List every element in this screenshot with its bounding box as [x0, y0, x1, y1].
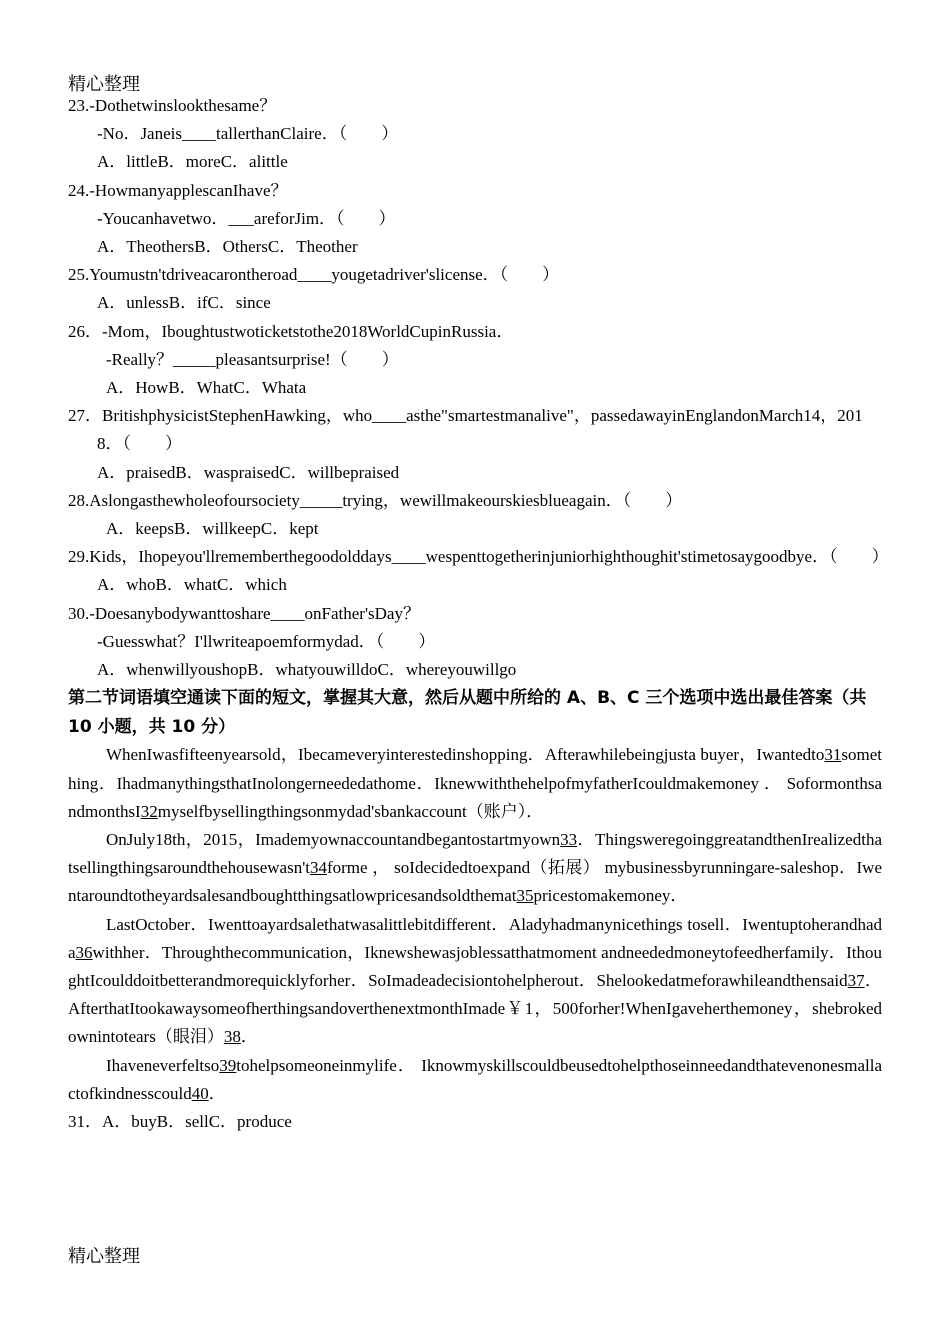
passage-paragraph-4: [68, 1052, 882, 1108]
passage-text: ．: [208, 1083, 226, 1103]
question-26: 26．-Mom，Iboughtustwoticketstothe2018WorldCupinRussia．: [68, 321, 514, 341]
blank-34: 34: [309, 858, 327, 878]
question-27-options: A．praisedB．waspraisedC．willbepraised: [97, 462, 400, 482]
question-23: 23.-Dothetwinslookthesame？: [68, 96, 277, 115]
passage-text: LastOctober．Iwenttoayardsalethatwasalittlebitdifferent．Aladyhadmanynicethings tosell．Iwentuptoherandhada: [68, 914, 882, 962]
passage-text: WhenIwasfifteenyearsold，Ibecameveryinterestedinshopping．Afterawhilebeingjusta buyer，Iwantedto: [106, 745, 825, 765]
passage-text: OnJuly18th，2015，Imademyownaccountandbegantostartmyown: [106, 830, 561, 850]
passage-paragraph-3: [68, 911, 882, 1052]
blank-40: 40: [191, 1083, 209, 1103]
question-30-dialog: -Guesswhat？I'llwriteapoemformydad．（ ）: [97, 631, 436, 651]
question-27: 27．BritishphysicistStephenHawking，who____asthe"smartestmanalive"，passedawayinEnglandonMarch14，2018．（ ）: [68, 406, 863, 454]
blank-35: 35: [516, 886, 534, 906]
passage-text: ．: [240, 1027, 258, 1047]
passage-text: Ihaveneverfeltso: [106, 1055, 220, 1075]
blank-32: 32: [140, 801, 158, 821]
question-24-options: A．TheothersB．OthersC．Theother: [97, 237, 358, 257]
question-29-options: A．whoB．whatC．which: [97, 575, 287, 595]
question-25-options: A．unlessB．ifC．since: [97, 293, 271, 313]
passage-text: ．ThingsweregoinggreatandthenIrealizedthatsellingthingsaroundthehousewasn't: [68, 830, 882, 878]
page-footer: 精心整理: [68, 1246, 140, 1267]
question-28: 28.Aslongasthewholeofoursociety_____trying，wewillmakeourskiesblueagain．（ ）: [68, 490, 683, 510]
blank-37: 37: [847, 971, 865, 991]
section-title: 第二节词语填空通读下面的短文，掌握其大意，然后从题中所给的 A、B、C 三个选项中选出最佳答案（共 10 小题，共 10 分）: [68, 688, 867, 737]
passage-text: something．IhadmanythingsthatInolongerneededathome．IknewwiththehelpofmyfatherIcouldmakemoney ． SoformonthsandmonthsI: [68, 745, 882, 821]
passage-paragraph-1: [68, 741, 882, 826]
question-23-dialog: -No．Janeis____tallerthanClaire．（ ）: [97, 124, 399, 144]
blank-33: 33: [560, 830, 578, 850]
question-28-options: A．keepsB．willkeepC．kept: [106, 519, 319, 539]
question-25: 25.Youmustn'tdriveacarontheroad____yougetadriver'slicense．（ ）: [68, 265, 560, 285]
blank-36: 36: [75, 942, 93, 962]
question-26-dialog: -Really？_____pleasantsurprise!（ ）: [106, 349, 399, 369]
passage-text: withher．Throughthecommunication，Iknewshewasjoblessatthatmoment andneededmoneytofeedherfamily．IthoughtIcoulddoitbetterandmorequicklyforher．SoImadeadecisiontohelpherout．Shelookedatmeforawhileandthensaid: [68, 942, 882, 991]
question-24: 24.-HowmanyapplescanIhave？: [68, 180, 288, 200]
passage-paragraph-2: [68, 826, 882, 911]
question-31-options: 31．A．buyB．sellC．produce: [68, 1112, 292, 1132]
passage-text: ．AfterthatItookawaysomeofherthingsandoverthenextmonthImade￥1，500forher!WhenIgaveherthemoney，shebrokedownintotears（眼泪）: [68, 971, 883, 1047]
passage-text: myselfbysellingthingsonmydad'sbankaccount（账户）．: [157, 801, 544, 821]
passage-text: tohelpsomeoneinmylife． Iknowmyskillscouldbeusedtohelpthoseinneedandthatevenonesmallactofkindnesscould: [68, 1055, 882, 1103]
passage-text: forme ， soIdecidedtoexpand（拓展） mybusinessbyrunningare-saleshop．Iwentaroundtotheyardsalesandboughtthingsatlowpricesandsoldthemat: [68, 858, 882, 906]
question-24-dialog: -Youcanhavetwo．___areforJim．（ ）: [97, 208, 396, 228]
blank-31: 31: [824, 745, 842, 765]
page-header: 精心整理: [68, 74, 140, 95]
passage-text: pricestomakemoney．: [533, 886, 688, 906]
question-30: 30.-Doesanybodywanttoshare____onFather'sDay？: [68, 603, 420, 623]
question-30-options: A．whenwillyoushopB．whatyouwilldoC．whereyouwillgo: [97, 660, 517, 680]
blank-39: 39: [219, 1055, 237, 1075]
question-29: 29.Kids，Ihopeyou'llrememberthegoodolddays____wespenttogetherinjuniorhighthoughit'stimetosaygoodbye．（ ）: [68, 547, 889, 567]
document-body: [68, 92, 889, 1136]
question-26-options: A．HowB．WhatC．Whata: [106, 378, 307, 398]
question-23-options: A．littleB．moreC．alittle: [97, 152, 288, 172]
blank-38: 38: [223, 1027, 241, 1047]
